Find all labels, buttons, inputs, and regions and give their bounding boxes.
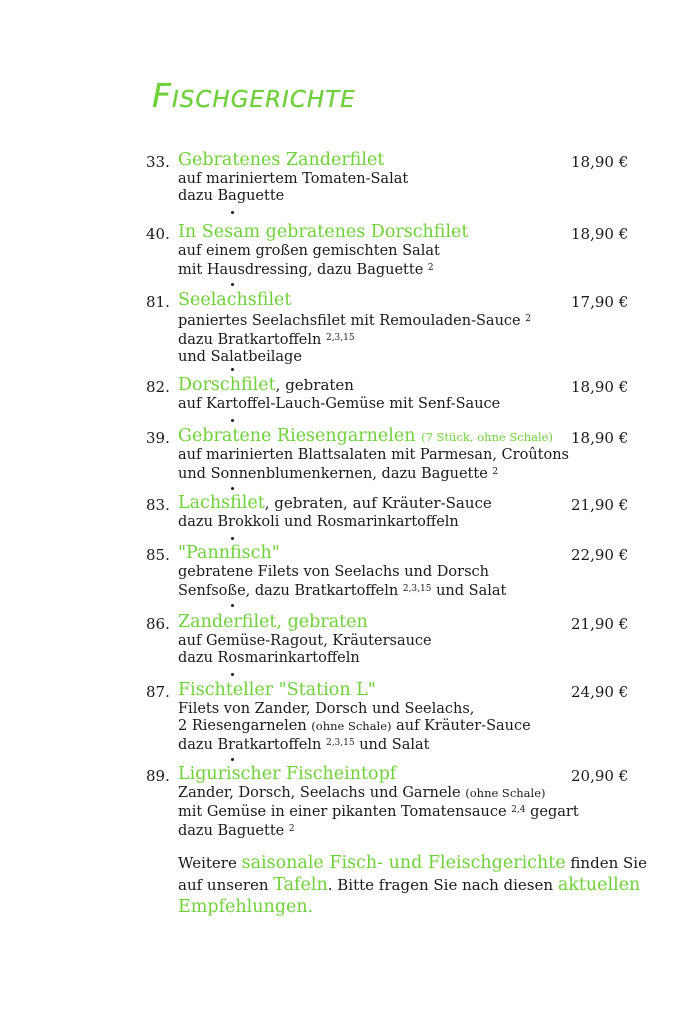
item-description [178, 171, 408, 205]
item-number: 33. [146, 153, 170, 171]
description-text: mit Hausdressing, dazu Baguette [178, 262, 424, 278]
item-name-wrap [178, 375, 354, 395]
item-price: 18,90 € [571, 378, 629, 396]
description-text: auf Kräuter-Sauce [396, 718, 531, 734]
description-line: auf marinierten Blattsalaten mit Parmesan, Croûtons [178, 447, 569, 463]
description-line: dazu Rosmarinkartoffeln [178, 650, 360, 666]
description-text: gegart [530, 804, 579, 820]
description-note: (ohne Schale) [311, 719, 392, 733]
item-number: 85. [146, 546, 170, 564]
item-number: 81. [146, 293, 170, 311]
description-text: mit Gemüse in einer pikanten Tomatensauce [178, 804, 507, 820]
item-name-note: (7 Stück, ohne Schale) [421, 430, 553, 444]
item-price: 21,90 € [571, 496, 629, 514]
description-text: paniertes Seelachsfilet mit Remouladen-Sauce [178, 313, 521, 329]
allergen-note: 2,3,15 [402, 584, 432, 594]
footer-highlight: Empfehlungen. [178, 897, 314, 917]
description-line [178, 311, 531, 330]
description-text: dazu Bratkartoffeln [178, 332, 322, 348]
footer-highlight: Tafeln [273, 875, 328, 895]
item-price: 18,90 € [571, 429, 629, 447]
item-number: 82. [146, 378, 170, 396]
item-name: In Sesam gebratenes Dorschfilet [178, 222, 469, 242]
item-name: Zanderfilet, gebraten [178, 612, 368, 632]
separator-dot [231, 758, 234, 761]
footer-text: Weitere [178, 854, 242, 872]
item-price: 17,90 € [571, 293, 629, 311]
description-line: dazu Brokkoli und Rosmarinkartoffeln [178, 514, 459, 530]
item-description [178, 243, 440, 279]
item-number: 40. [146, 225, 170, 243]
item-number: 39. [146, 429, 170, 447]
page-title: Fischgerichte [152, 76, 356, 115]
separator-dot [231, 368, 234, 371]
footer-line [178, 852, 647, 874]
item-name-suffix: , gebraten, auf Kräuter-Sauce [264, 494, 492, 512]
description-line [178, 718, 531, 735]
item-name: Seelachsfilet [178, 290, 292, 310]
allergen-note: 2 [288, 824, 295, 834]
description-line: und Salatbeilage [178, 349, 302, 365]
item-price: 24,90 € [571, 683, 629, 701]
separator-dot [231, 673, 234, 676]
description-line: auf Kartoffel-Lauch-Gemüse mit Senf-Sauce [178, 396, 501, 412]
item-number: 86. [146, 615, 170, 633]
item-name: Lachsfilet [178, 493, 265, 513]
allergen-note: 2 [427, 263, 434, 273]
item-price: 18,90 € [571, 225, 629, 243]
description-line [178, 821, 579, 840]
separator-dot [231, 487, 234, 490]
allergen-note: 2 [525, 314, 531, 324]
description-line: Filets von Zander, Dorsch und Seelachs, [178, 701, 475, 717]
description-text: Senfsoße, dazu Bratkartoffeln [178, 583, 399, 599]
item-name-wrap [178, 426, 553, 446]
item-price: 21,90 € [571, 615, 629, 633]
item-name: Fischteller "Station L" [178, 680, 376, 700]
item-description [178, 396, 500, 413]
description-line: dazu Baguette [178, 188, 285, 204]
footer-text: finden Sie [565, 854, 647, 872]
description-line: auf mariniertem Tomaten-Salat [178, 171, 409, 187]
description-line: auf einem großen gemischten Salat [178, 243, 440, 259]
item-description [178, 447, 569, 483]
description-text: und Sonnenblumenkernen, dazu Baguette [178, 466, 488, 482]
description-line [178, 260, 440, 279]
item-name: Gebratenes Zanderfilet [178, 150, 385, 170]
item-description [178, 564, 506, 600]
item-number: 83. [146, 496, 170, 514]
item-name: Ligurischer Fischeintopf [178, 764, 397, 784]
description-text: und Salat [359, 737, 430, 753]
description-text: und Salat [436, 583, 507, 599]
item-description [178, 633, 432, 667]
description-line [178, 785, 579, 802]
item-description [178, 311, 531, 366]
description-line [178, 464, 569, 483]
item-name-suffix: , gebraten [275, 376, 354, 394]
description-line [178, 802, 579, 821]
item-name: "Pannfisch" [178, 543, 280, 563]
description-line: auf Gemüse-Ragout, Kräutersauce [178, 633, 432, 649]
separator-dot [231, 537, 234, 540]
item-name: Dorschfilet [178, 375, 276, 395]
footer-text: auf unseren [178, 876, 274, 894]
footer-note [178, 852, 647, 918]
item-description [178, 514, 459, 531]
separator-dot [231, 283, 234, 286]
item-description [178, 701, 531, 754]
footer-text: . Bitte fragen Sie nach diesen [327, 876, 558, 894]
allergen-note: 2,3,15 [325, 333, 355, 343]
item-price: 18,90 € [571, 153, 629, 171]
footer-highlight: aktuellen [557, 875, 641, 895]
description-line: gebratene Filets von Seelachs und Dorsch [178, 564, 489, 580]
description-note: (ohne Schale) [465, 786, 546, 800]
item-price: 20,90 € [571, 767, 629, 785]
item-description [178, 785, 579, 840]
description-line [178, 581, 506, 600]
footer-highlight: saisonale Fisch- und Fleischgerichte [241, 853, 566, 873]
item-name-wrap [178, 493, 492, 513]
allergen-note: 2,3,15 [325, 738, 355, 748]
description-line [178, 735, 531, 754]
footer-line [178, 896, 647, 918]
separator-dot [231, 419, 234, 422]
item-price: 22,90 € [571, 546, 629, 564]
item-number: 87. [146, 683, 170, 701]
allergen-note: 2 [492, 467, 499, 477]
allergen-note: 2,4 [511, 805, 526, 815]
footer-line [178, 874, 647, 896]
description-text: 2 Riesengarnelen [178, 718, 307, 734]
description-text: dazu Baguette [178, 823, 285, 839]
separator-dot [231, 604, 234, 607]
description-line [178, 330, 531, 349]
item-name: Gebratene Riesengarnelen [178, 426, 416, 446]
description-text: dazu Bratkartoffeln [178, 737, 322, 753]
separator-dot [231, 211, 234, 214]
description-text: Zander, Dorsch, Seelachs und Garnele [178, 785, 461, 801]
item-number: 89. [146, 767, 170, 785]
